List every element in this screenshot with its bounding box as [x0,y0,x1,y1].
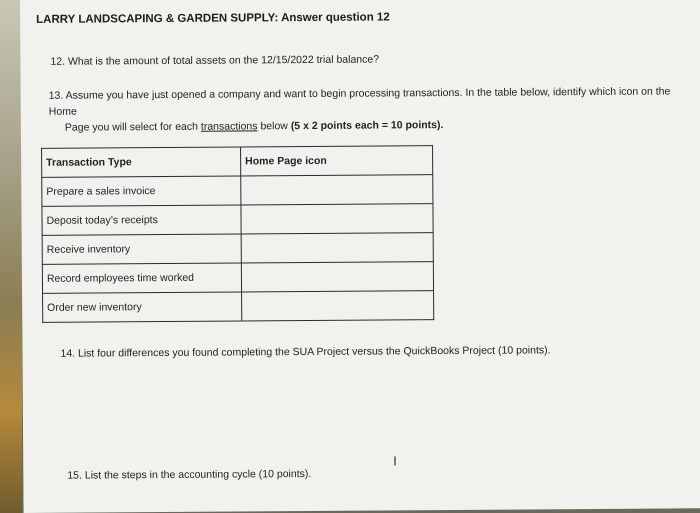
question-13 [49,83,699,136]
question-14: 14. List four differences you found completing the SUA Project versus the QuickBooks Project (10 points). [60,344,551,360]
question-13-text-mid: below [257,120,291,133]
answer-cell[interactable] [241,262,433,292]
question-13-text: Page you will select for each [64,120,201,134]
page-title: LARRY LANDSCAPING & GARDEN SUPPLY: Answer question 12 [36,11,390,26]
question-15: 15. List the steps in the accounting cycle (10 points). [67,467,312,482]
answer-cell[interactable] [242,291,434,321]
transaction-cell: Deposit today’s receipts [42,205,241,235]
table-row [43,291,434,323]
transaction-cell: Order new inventory [43,292,242,322]
header-home-page-icon: Home Page icon [241,146,433,176]
document-page [20,0,700,513]
table-row [42,233,433,265]
answer-cell[interactable] [241,204,433,234]
question-13-line2 [49,115,699,136]
table-row [42,175,433,207]
header-transaction-type: Transaction Type [42,147,241,177]
transaction-table [41,145,434,323]
answer-cell[interactable] [241,175,433,205]
answer-cell[interactable] [241,233,433,263]
transaction-cell: Record employees time worked [42,263,241,293]
table-row [42,204,433,236]
transactions-underlined: transactions [200,120,258,133]
question-12: 12. What is the amount of total assets on the 12/15/2022 trial balance? [50,53,380,68]
text-cursor-icon: I [393,453,397,469]
points-note: (5 x 2 points each = 10 points). [290,119,444,133]
table-row [42,262,433,294]
table-header-row [42,146,433,178]
transaction-cell: Receive inventory [42,234,241,264]
question-13-line1: 13. Assume you have just opened a company and want to begin processing transactions. In the table below, identify which icon on the Home [48,85,671,118]
background-strip [0,0,22,513]
transaction-cell: Prepare a sales invoice [42,176,241,206]
